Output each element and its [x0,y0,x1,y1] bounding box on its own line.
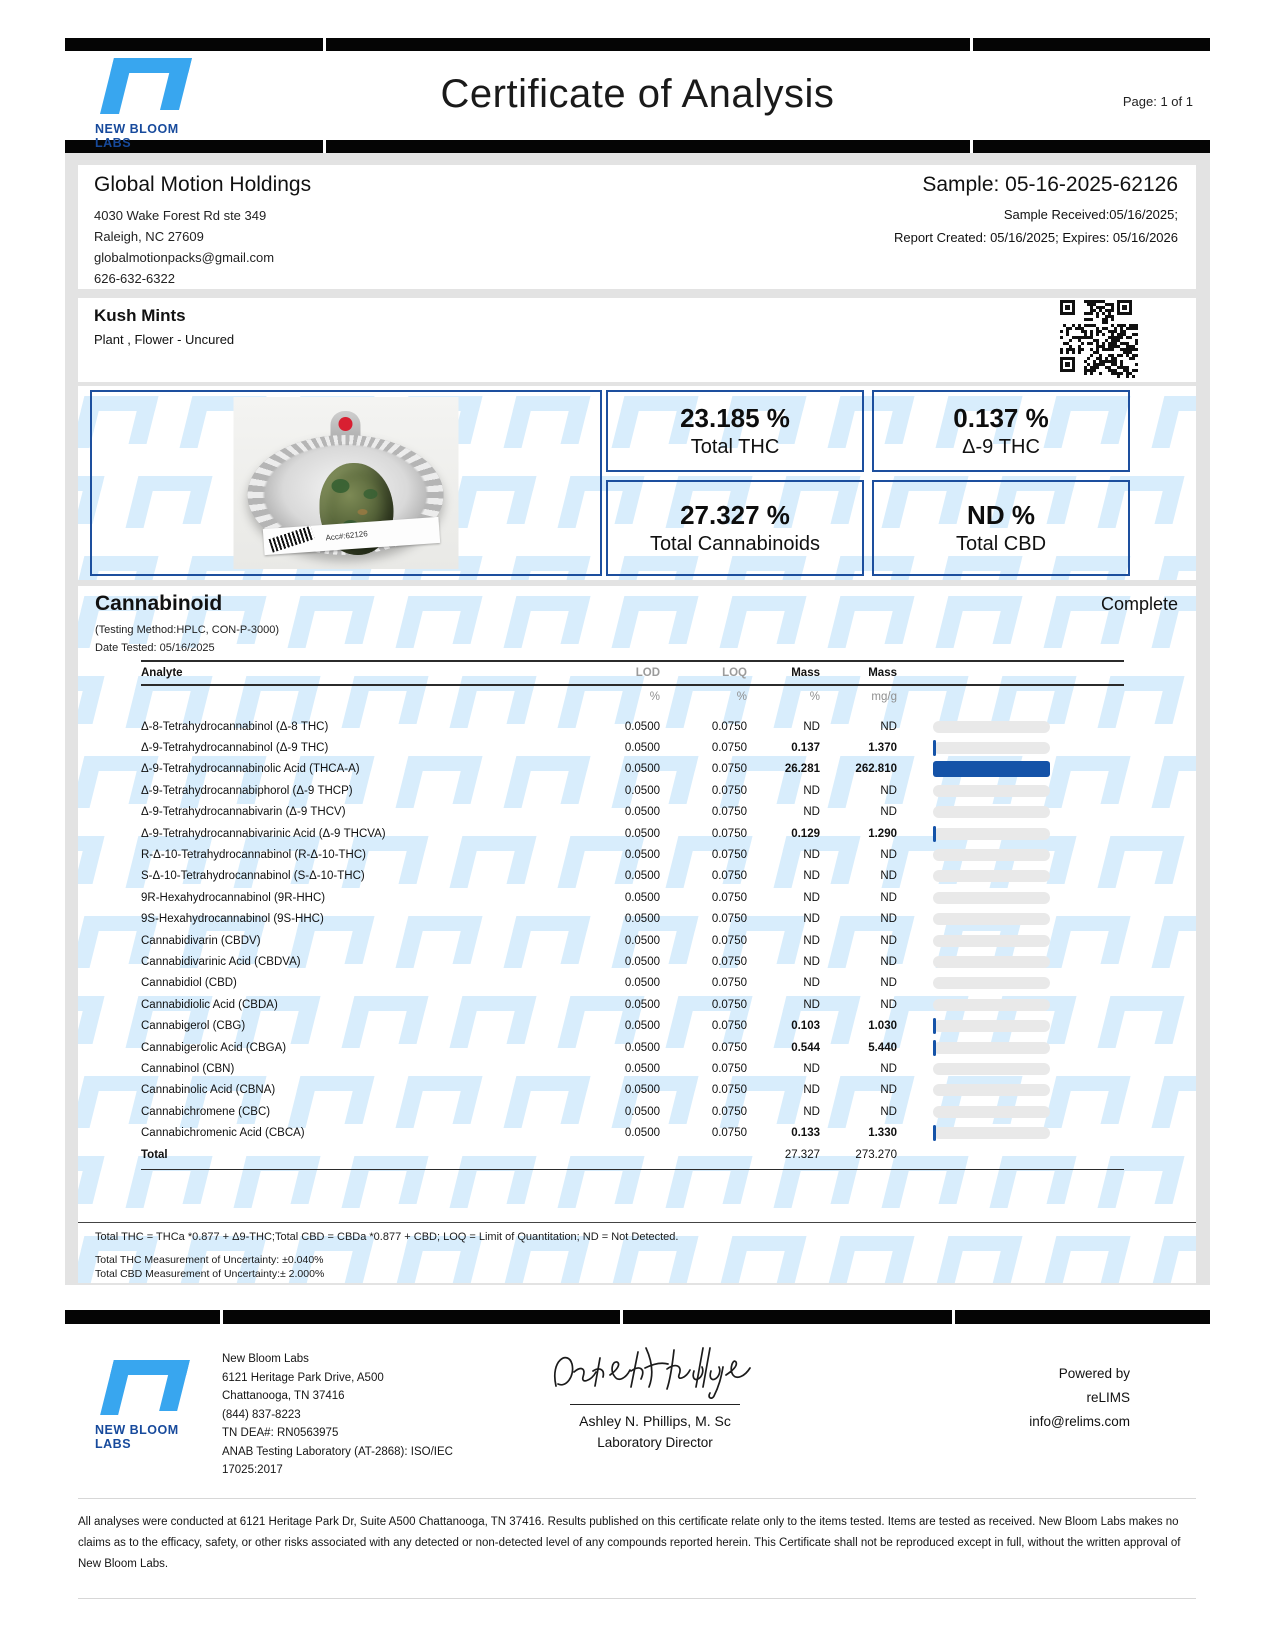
lod-value: 0.0500 [624,849,660,862]
mass-mg-value: ND [880,891,897,904]
unit-loq: % [736,691,747,703]
watermark-logo-glyph [936,596,1023,648]
client-address-line: Raleigh, NC 27609 [94,229,204,244]
mass-bar [933,954,1050,970]
lod-value: 0.0500 [624,1062,660,1075]
analyte-name: Δ-8-Tetrahydrocannabinol (Δ-8 THC) [141,720,329,733]
uncertainty-line: Total CBD Measurement of Uncertainty:± 2.000% [95,1268,325,1280]
mass-mg-value: 1.370 [868,742,897,755]
mass-bar [933,761,1050,777]
watermark-logo-glyph [612,596,699,648]
mass-bar [933,847,1050,863]
mass-mg-value: 1.290 [868,827,897,840]
loq-value: 0.0750 [711,1105,747,1118]
sample-dish [248,435,444,555]
section-status: Complete [1100,594,1178,614]
mass-mg-value: 5.440 [868,1041,897,1054]
sample-id: Sample: 05-16-2025-62126 [922,173,1178,196]
mass-bar [933,740,1050,756]
new-bloom-labs-logo-icon [100,1360,190,1415]
product-name: Kush Mints [94,306,186,325]
loq-value: 0.0750 [711,934,747,947]
loq-value: 0.0750 [711,827,747,840]
page-number: Page: 1 of 1 [1122,94,1193,109]
watermark-logo-glyph [1152,756,1196,808]
mass-percent-value: ND [803,1084,820,1097]
table-header-row [141,660,1124,686]
watermark-logo-glyph [828,596,915,648]
total-cbd-box [872,480,1130,576]
mass-percent-value: ND [803,934,820,947]
total-label: Total [141,1148,168,1161]
lab-info-line: New Bloom Labs [222,1353,309,1365]
mass-percent-value: ND [803,720,820,733]
lod-value: 0.0500 [624,891,660,904]
watermark-logo-glyph [1152,1236,1196,1283]
d9-thc-label: Δ-9 THC [962,436,1040,458]
disclaimer-bottom-divider [78,1598,1196,1599]
lod-value: 0.0500 [624,763,660,776]
document-title: Certificate of Analysis [440,72,835,116]
analyte-row [141,1080,1124,1101]
lab-info-line: ANAB Testing Laboratory (AT-2868): ISO/IEC [222,1445,453,1458]
mass-bar [933,911,1050,927]
analyte-name: Cannabidivarinic Acid (CBDVA) [141,955,301,968]
mass-percent-value: ND [803,784,820,797]
analyte-row [141,1015,1124,1036]
loq-value: 0.0750 [711,763,747,776]
analyte-row [141,823,1124,844]
uncertainty-line: Total THC Measurement of Uncertainty: ±0.040% [95,1254,324,1266]
mass-percent-value: ND [803,955,820,968]
footer-divider-bar [65,1310,1210,1324]
analyte-row [141,802,1124,823]
lab-info-line: 17025:2017 [222,1464,283,1476]
client-address [94,205,274,289]
mass-percent-value: ND [803,806,820,819]
watermark-logo-glyph [78,1156,104,1208]
total-thc-box [606,390,864,472]
watermark-logo-glyph [720,596,807,648]
mass-percent-value: ND [803,870,820,883]
loq-value: 0.0750 [711,955,747,968]
loq-value: 0.0750 [711,1127,747,1140]
mass-percent-value: 26.281 [784,763,820,776]
qr-code [1060,300,1138,378]
mass-mg-value: ND [880,784,897,797]
powered-line: reLIMS [1086,1390,1130,1405]
date-tested: Date Tested: 05/16/2025 [95,642,215,654]
signature-line [570,1404,740,1405]
mass-bar [933,1040,1050,1056]
total-cannabinoids-box [606,480,864,576]
client-info-box [78,165,1196,289]
analyte-row [141,759,1124,780]
watermark-logo-glyph [78,836,104,888]
analyte-row [141,844,1124,865]
lod-value: 0.0500 [624,870,660,883]
loq-value: 0.0750 [711,998,747,1011]
watermark-logo-glyph [504,1236,591,1283]
analyte-row [141,780,1124,801]
loq-value: 0.0750 [711,1020,747,1033]
lod-value: 0.0500 [624,998,660,1011]
mass-mg-value: ND [880,720,897,733]
lab-info-line: (844) 837-8223 [222,1408,301,1421]
client-name: Global Motion Holdings [94,173,312,196]
mass-mg-value: ND [880,955,897,968]
watermark-logo-glyph [396,1236,483,1283]
total-thc-label: Total THC [690,436,780,458]
lod-value: 0.0500 [624,806,660,819]
watermark-logo-glyph [720,1236,807,1283]
loq-value: 0.0750 [711,913,747,926]
analyte-name: Cannabichromene (CBC) [141,1105,271,1118]
mass-bar [933,868,1050,884]
barcode [268,526,314,553]
mass-percent-value: 0.103 [791,1020,820,1033]
mass-mg-value: ND [880,977,897,990]
total-cannabinoids-value: 27.327 % [680,500,790,530]
mass-mg-value: ND [880,870,897,883]
total-cannabinoids-label: Total Cannabinoids [649,533,821,555]
analyte-name: R-Δ-10-Tetrahydrocannabinol (R-Δ-10-THC) [141,849,366,862]
lab-contact-info [222,1350,482,1480]
d9-thc-value: 0.137 % [953,403,1049,433]
cannabinoid-table [141,660,1124,1170]
mass-bar [933,933,1050,949]
disclaimer-text: All analyses were conducted at 6121 Heritage Park Dr, Suite A500 Chattanooga, TN 37416. Results published on this certificate relate only to the items tested. Items are tested as received. New Bloom Labs makes no claims as to the efficacy, safety, or other risks associated with any detected or non-detected level of any compounds reported herein. This Certificate shall not be reproduced except in full, without the written approval of New Bloom Labs. [78,1516,1181,1570]
col-lod: LOD [635,667,660,679]
disclaimer-top-divider [78,1498,1196,1499]
loq-value: 0.0750 [711,784,747,797]
red-dot-sticker [339,417,353,431]
mass-bar [933,997,1050,1013]
results-section [78,386,1196,580]
table-units-row [141,686,1124,708]
mass-bar [933,1018,1050,1034]
total-mass-mg: 273.270 [855,1148,897,1161]
mass-mg-value: 262.810 [855,763,897,776]
watermark-logo-glyph [1152,916,1196,968]
analyte-row [141,1058,1124,1079]
testing-method: (Testing Method:HPLC, CON-P-3000) [95,624,280,636]
analyte-row [141,973,1124,994]
mass-mg-value: 1.330 [868,1127,897,1140]
analyte-name: 9R-Hexahydrocannabinol (9R-HHC) [141,891,326,904]
analyte-row [141,994,1124,1015]
col-mass-mg: Mass [868,667,897,679]
mass-percent-value: 0.137 [791,742,820,755]
analyte-name: Cannabidiolic Acid (CBDA) [141,998,278,1011]
client-address-line: 626-632-6322 [94,271,175,286]
lod-value: 0.0500 [624,913,660,926]
analyte-name: Cannabigerol (CBG) [141,1020,246,1033]
mass-mg-value: ND [880,934,897,947]
mass-percent-value: ND [803,977,820,990]
mass-percent-value: ND [803,1062,820,1075]
section-title: Cannabinoid [95,592,223,615]
analyte-name: Δ-9-Tetrahydrocannabivarin (Δ-9 THCV) [141,806,346,819]
lod-value: 0.0500 [624,955,660,968]
analyte-row [141,951,1124,972]
mass-percent-value: 0.129 [791,827,820,840]
analyte-name: Cannabinol (CBN) [141,1062,235,1075]
mass-percent-value: ND [803,998,820,1011]
total-cbd-label: Total CBD [955,533,1047,555]
analyte-name: Δ-9-Tetrahydrocannabivarinic Acid (Δ-9 THCVA) [141,827,386,840]
footer-lab-logo [95,1360,205,1451]
watermark-logo-glyph [78,676,104,728]
footer-logo-text: NEW BLOOM LABS [95,1423,179,1451]
analyte-name: Δ-9-Tetrahydrocannabinolic Acid (THCA-A) [141,763,360,776]
lod-value: 0.0500 [624,934,660,947]
product-type: Plant , Flower - Uncured [94,332,235,347]
mass-bar [933,1061,1050,1077]
lab-info-line: 6121 Heritage Park Drive, A500 [222,1371,384,1384]
mass-bar [933,975,1050,991]
client-address-line: 4030 Wake Forest Rd ste 349 [94,208,267,223]
d9-thc-box [872,390,1130,472]
analyte-row [141,1037,1124,1058]
mass-bar [933,804,1050,820]
mass-mg-value: ND [880,913,897,926]
analyte-name: Cannabidiol (CBD) [141,977,237,990]
analyte-row [141,887,1124,908]
mass-bar [933,1104,1050,1120]
unit-lod: % [649,691,660,703]
signer-title: Laboratory Director [597,1435,713,1450]
logo-text: NEW BLOOM LABS [95,122,179,150]
watermark-logo-glyph [1044,1236,1131,1283]
unit-mass-mg: mg/g [871,691,897,703]
mass-bar [933,1082,1050,1098]
mass-percent-value: ND [803,891,820,904]
mass-percent-value: 0.133 [791,1127,820,1140]
total-thc-value: 23.185 % [680,403,790,433]
loq-value: 0.0750 [711,849,747,862]
cannabinoid-section [78,586,1196,1283]
mass-bar [933,890,1050,906]
lod-value: 0.0500 [624,1127,660,1140]
lod-value: 0.0500 [624,1020,660,1033]
accession-number: Acc#:62126 [325,529,369,543]
mass-percent-value: ND [803,849,820,862]
lod-value: 0.0500 [624,827,660,840]
calculation-footnote: Total THC = THCa *0.877 + Δ9-THC;Total CBD = CBDa *0.877 + CBD; LOQ = Limit of Quantitation; ND = Not Detected. [95,1231,679,1243]
analyte-row [141,1101,1124,1122]
mass-percent-value: 0.544 [791,1041,820,1054]
col-analyte: Analyte [141,667,183,679]
analyte-name: S-Δ-10-Tetrahydrocannabinol (S-Δ-10-THC) [141,870,365,883]
loq-value: 0.0750 [711,1062,747,1075]
watermark-logo-glyph [1152,1076,1196,1128]
mass-bar [933,826,1050,842]
watermark-logo-glyph [1152,396,1196,448]
mass-percent-value: ND [803,1105,820,1118]
analyte-row [141,737,1124,758]
cannabinoid-table-body [141,716,1124,1144]
analyte-name: Cannabinolic Acid (CBNA) [141,1084,276,1097]
mass-bar [933,719,1050,735]
uncertainty-notes [95,1253,324,1281]
analyte-name: Δ-9-Tetrahydrocannabiphorol (Δ-9 THCP) [141,784,353,797]
col-loq: LOQ [722,667,747,679]
mass-bar [933,783,1050,799]
top-divider-bar [65,38,1210,51]
analyte-name: Cannabichromenic Acid (CBCA) [141,1127,305,1140]
analyte-row [141,909,1124,930]
watermark-logo-glyph [288,596,375,648]
lod-value: 0.0500 [624,977,660,990]
footnote-divider [78,1222,1196,1223]
mass-mg-value: ND [880,806,897,819]
mass-mg-value: 1.030 [868,1020,897,1033]
mass-percent-value: ND [803,913,820,926]
loq-value: 0.0750 [711,1041,747,1054]
signer-name: Ashley N. Phillips, M. Sc [579,1413,731,1429]
lod-value: 0.0500 [624,1105,660,1118]
watermark-logo-glyph [396,596,483,648]
loq-value: 0.0750 [711,870,747,883]
watermark-logo-glyph [78,996,104,1048]
mass-mg-value: ND [880,1084,897,1097]
lod-value: 0.0500 [624,1041,660,1054]
powered-line: Powered by [1058,1366,1130,1381]
analyte-row [141,930,1124,951]
analyte-name: Δ-9-Tetrahydrocannabinol (Δ-9 THC) [141,742,329,755]
analyte-name: Cannabigerolic Acid (CBGA) [141,1041,287,1054]
client-address-line: globalmotionpacks@gmail.com [94,250,275,265]
powered-by-block [880,1362,1130,1434]
mass-bar [933,1125,1050,1141]
mass-mg-value: ND [880,1062,897,1075]
loq-value: 0.0750 [711,806,747,819]
mass-mg-value: ND [880,998,897,1011]
loq-value: 0.0750 [711,1084,747,1097]
analyte-row [141,1122,1124,1143]
product-photo-box [90,390,602,576]
watermark-logo-glyph [612,1236,699,1283]
lod-value: 0.0500 [624,1084,660,1097]
mass-mg-value: ND [880,1105,897,1118]
mass-mg-value: ND [880,849,897,862]
lab-info-line: TN DEA#: RN0563975 [222,1427,339,1439]
watermark-logo-glyph [936,1236,1023,1283]
loq-value: 0.0750 [711,742,747,755]
loq-value: 0.0750 [711,891,747,904]
loq-value: 0.0750 [711,977,747,990]
powered-line: info@relims.com [1029,1414,1130,1429]
watermark-logo-glyph [504,596,591,648]
product-photo [234,397,459,569]
watermark-logo-glyph [1152,556,1196,580]
product-info-box [78,298,1196,382]
signature-script [540,1340,770,1402]
lab-info-line: Chattanooga, TN 37416 [222,1390,345,1402]
analyte-row [141,716,1124,737]
total-mass-pct: 27.327 [784,1148,820,1161]
analyte-name: Cannabidivarin (CBDV) [141,934,261,947]
header-divider-bar [65,140,1210,153]
report-created: Report Created: 05/16/2025; Expires: 05/16/2026 [893,230,1178,245]
total-row [141,1144,1124,1165]
signature-block [525,1340,785,1450]
lod-value: 0.0500 [624,720,660,733]
unit-mass-pct: % [809,691,820,703]
analyte-row [141,866,1124,887]
lod-value: 0.0500 [624,742,660,755]
loq-value: 0.0750 [711,720,747,733]
sample-received: Sample Received:05/16/2025; [1003,207,1178,222]
watermark-logo-glyph [828,1236,915,1283]
col-mass-pct: Mass [791,667,820,679]
lod-value: 0.0500 [624,784,660,797]
analyte-name: 9S-Hexahydrocannabinol (9S-HHC) [141,913,324,926]
total-cbd-value: ND % [967,500,1035,530]
